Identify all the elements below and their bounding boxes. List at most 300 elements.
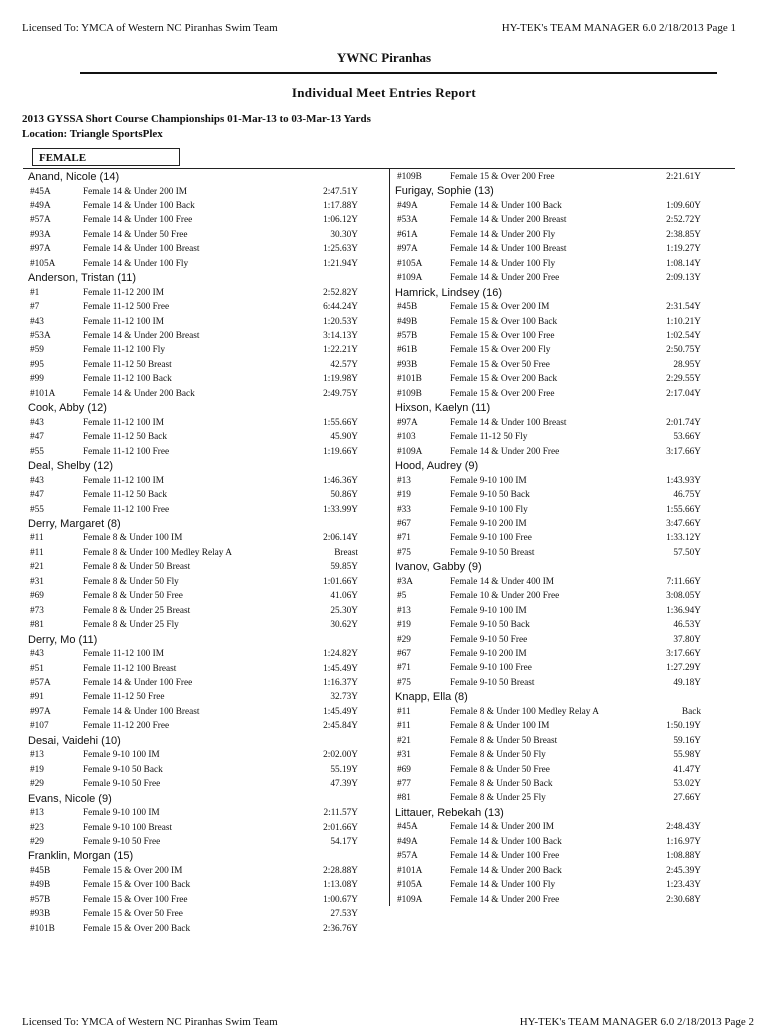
event-number: #33 [397, 504, 411, 515]
event-name: Female 11-12 100 Free [83, 504, 170, 515]
event-number: #109A [397, 273, 423, 284]
entry-row [395, 257, 733, 271]
event-number: #109A [397, 894, 423, 905]
event-number: #21 [30, 562, 44, 573]
entries-column-right [395, 170, 733, 907]
entry-row [395, 445, 733, 459]
footer-license: Licensed To: YMCA of Western NC Piranhas Swim Team [22, 1016, 278, 1028]
seed-time: 46.53Y [673, 620, 701, 631]
event-number: #105A [397, 258, 423, 269]
entry-row [395, 835, 733, 849]
entry-row [28, 662, 386, 676]
event-name: Female 15 & Over 200 IM [83, 865, 183, 876]
event-number: #71 [397, 663, 411, 674]
team-name: YWNC Piranhas [336, 50, 432, 65]
entry-row [395, 676, 733, 690]
swimmer-name: Knapp, Ella (8) [395, 691, 468, 704]
entry-row [395, 763, 733, 777]
event-name: Female 8 & Under 50 Free [450, 764, 550, 775]
event-name: Female 9-10 100 IM [450, 475, 527, 486]
event-number: #13 [397, 475, 411, 486]
event-name: Female 9-10 200 IM [450, 518, 527, 529]
event-number: #49A [397, 200, 418, 211]
event-name: Female 15 & Over 50 Free [83, 909, 183, 920]
seed-time: 28.95Y [673, 359, 701, 370]
event-number: #43 [30, 649, 44, 660]
entries-column-left [28, 170, 386, 936]
event-name: Female 9-10 100 Fly [450, 504, 528, 515]
seed-time: 2:38.85Y [666, 229, 701, 240]
seed-time: 47.39Y [330, 779, 358, 790]
event-name: Female 15 & Over 100 Back [450, 316, 558, 327]
entry-row [395, 893, 733, 907]
seed-time: 1:21.94Y [323, 258, 358, 269]
event-name: Female 14 & Under 200 Back [450, 865, 562, 876]
seed-time: 3:17.66Y [666, 446, 701, 457]
event-name: Female 8 & Under 50 Breast [450, 735, 558, 746]
seed-time: 1:13.08Y [323, 880, 358, 891]
event-number: #31 [397, 750, 411, 761]
entry-row [28, 878, 386, 892]
event-name: Female 9-10 50 Breast [450, 677, 535, 688]
event-number: #93B [30, 909, 51, 920]
event-name: Female 11-12 50 Breast [83, 359, 172, 370]
event-number: #109A [397, 446, 423, 457]
event-number: #109B [397, 172, 422, 182]
event-name: Female 9-10 200 IM [450, 648, 527, 659]
swimmer-name: Hixson, Kaelyn (11) [395, 402, 491, 415]
event-name: Female 15 & Over 200 Free [450, 388, 555, 399]
entry-row [28, 185, 386, 199]
seed-time: 1:45.49Y [323, 663, 358, 674]
event-number: #81 [397, 793, 411, 804]
entry-row [28, 416, 386, 430]
entry-row [395, 878, 733, 892]
seed-time: 2:01.74Y [666, 417, 701, 428]
seed-time: 1:55.66Y [323, 417, 358, 428]
seed-time: 1:50.19Y [666, 721, 701, 732]
section-rule-right [390, 168, 735, 169]
event-name: Female 8 & Under 100 IM [450, 721, 550, 732]
entry-row [28, 358, 386, 372]
event-name: Female 14 & Under 100 Breast [450, 417, 567, 428]
entry-row [28, 835, 386, 849]
seed-time: 3:47.66Y [666, 518, 701, 529]
event-number: #3A [397, 576, 414, 587]
event-name: Female 11-12 100 Fly [83, 345, 166, 356]
event-name: Female 8 & Under 50 Free [83, 591, 183, 602]
event-name: Female 9-10 50 Back [450, 620, 530, 631]
swimmer-name: Cook, Abby (12) [28, 402, 107, 415]
seed-time: 3:17.66Y [666, 648, 701, 659]
seed-time: 53.66Y [673, 432, 701, 443]
event-name: Female 8 & Under 50 Back [450, 779, 553, 790]
event-number: #53A [30, 331, 51, 342]
seed-time: 1:33.12Y [666, 533, 701, 544]
header-license: Licensed To: YMCA of Western NC Piranhas Swim Team [22, 22, 278, 34]
seed-time: 59.16Y [673, 735, 701, 746]
seed-time: 2:30.68Y [666, 894, 701, 905]
event-name: Female 14 & Under 200 Back [83, 388, 195, 399]
seed-time: 7:11.66Y [666, 576, 701, 587]
seed-time: 1:19.27Y [666, 244, 701, 255]
event-name: Female 9-10 50 Free [83, 837, 161, 847]
event-number: #19 [397, 620, 411, 631]
entry-row [28, 763, 386, 777]
seed-time: 42.57Y [330, 359, 358, 370]
seed-time: 27.53Y [330, 909, 358, 920]
event-name: Female 9-10 50 Back [450, 490, 530, 501]
seed-time: 1:01.66Y [323, 576, 358, 587]
event-name: Female 14 & Under 100 Breast [83, 244, 200, 255]
event-name: Female 15 & Over 100 Free [450, 331, 555, 342]
seed-time: 2:52.72Y [666, 215, 701, 226]
entry-row [395, 488, 733, 502]
entry-row [395, 315, 733, 329]
seed-time: 1:02.54Y [666, 331, 701, 342]
event-number: #101B [30, 923, 55, 934]
entry-row [28, 922, 386, 936]
event-number: #49B [397, 316, 418, 327]
event-number: #75 [397, 677, 411, 688]
seed-time: 1:25.63Y [323, 244, 358, 255]
entry-row [28, 343, 386, 357]
seed-time: 49.18Y [673, 677, 701, 688]
entry-row [395, 517, 733, 531]
seed-time: 1:16.37Y [323, 677, 358, 688]
seed-time: 1:10.21Y [666, 316, 701, 327]
event-name: Female 8 & Under 50 Breast [83, 562, 191, 573]
event-name: Female 14 & Under 100 Back [450, 836, 562, 847]
event-number: #57A [30, 215, 51, 226]
entry-row [28, 430, 386, 444]
event-number: #23 [30, 822, 44, 833]
event-number: #77 [397, 779, 411, 790]
entry-row [28, 893, 386, 907]
entry-row [395, 777, 733, 791]
event-name: Female 9-10 50 Free [83, 779, 161, 790]
entry-row [395, 387, 733, 401]
entry-row [395, 647, 733, 661]
event-name: Female 11-12 50 Back [83, 490, 168, 501]
swimmer-name: Ivanov, Gabby (9) [395, 561, 482, 574]
seed-time: 1:36.94Y [666, 605, 701, 616]
event-name: Female 11-12 200 IM [83, 287, 164, 298]
event-number: #51 [30, 663, 44, 674]
event-number: #93A [30, 229, 51, 240]
event-name: Female 15 & Over 200 Back [450, 374, 558, 385]
swimmer-name: Desai, Vaidehi (10) [28, 734, 121, 747]
seed-time: 1:46.36Y [323, 475, 358, 486]
entry-row [395, 300, 733, 314]
entry-row [28, 387, 386, 401]
entry-row [28, 647, 386, 661]
seed-time: 2:36.76Y [323, 923, 358, 934]
seed-time: 1:20.53Y [323, 316, 358, 327]
event-name: Female 15 & Over 100 Free [83, 894, 188, 905]
event-name: Female 11-12 50 Fly [450, 432, 528, 443]
seed-time: 54.17Y [330, 837, 358, 847]
event-number: #57A [397, 851, 418, 862]
seed-time: 2:02.00Y [323, 750, 358, 761]
event-number: #21 [397, 735, 411, 746]
seed-time: 41.06Y [330, 591, 358, 602]
entry-row [395, 531, 733, 545]
event-number: #43 [30, 316, 44, 327]
seed-time: 2:45.84Y [323, 721, 358, 732]
entry-row [395, 546, 733, 560]
seed-time: 1:00.67Y [323, 894, 358, 905]
entry-row [28, 589, 386, 603]
event-number: #95 [30, 359, 44, 370]
event-number: #47 [30, 490, 44, 501]
event-number: #11 [30, 533, 44, 544]
event-number: #11 [397, 706, 411, 717]
event-name: Female 9-10 100 Free [450, 533, 532, 544]
seed-time: 2:09.13Y [666, 273, 701, 284]
event-name: Female 8 & Under 100 Medley Relay A [450, 706, 599, 717]
event-number: #19 [30, 764, 44, 775]
entry-row [28, 488, 386, 502]
entry-row [28, 503, 386, 517]
swimmer-name: Furigay, Sophie (13) [395, 185, 494, 198]
entry-row [395, 618, 733, 632]
event-number: #11 [397, 721, 411, 732]
entry-row [28, 907, 386, 921]
event-number: #81 [30, 620, 44, 631]
event-number: #13 [30, 750, 44, 761]
entry-row [395, 503, 733, 517]
event-number: #55 [30, 446, 44, 457]
seed-time: 1:19.66Y [323, 446, 358, 457]
swimmer-name: Derry, Margaret (8) [28, 517, 121, 530]
seed-time: 3:14.13Y [323, 331, 358, 342]
seed-time: 1:09.60Y [666, 200, 701, 211]
event-name: Female 9-10 50 Back [83, 764, 163, 775]
event-number: #49A [397, 836, 418, 847]
entry-row [395, 849, 733, 863]
header-software: HY-TEK's TEAM MANAGER 6.0 2/18/2013 Page 1 [501, 22, 736, 34]
event-name: Female 8 & Under 100 IM [83, 533, 183, 544]
event-name: Female 8 & Under 50 Fly [450, 750, 546, 761]
event-name: Female 14 & Under 200 Fly [450, 229, 556, 240]
entry-row [28, 199, 386, 213]
event-name: Female 9-10 100 IM [450, 605, 527, 616]
event-number: #67 [397, 648, 411, 659]
seed-time: 50.86Y [330, 490, 358, 501]
seed-time: 1:27.29Y [666, 663, 701, 674]
event-number: #107 [30, 721, 49, 732]
event-number: #97A [30, 706, 51, 717]
entry-row [395, 474, 733, 488]
seed-time: 2:47.51Y [323, 186, 358, 197]
event-name: Female 11-12 50 Free [83, 692, 165, 703]
entry-row [28, 531, 386, 545]
seed-time: Breast [334, 547, 358, 558]
seed-time: 53.02Y [673, 779, 701, 790]
entry-row [28, 560, 386, 574]
event-number: #45A [397, 822, 418, 833]
seed-time: 2:06.14Y [323, 533, 358, 544]
event-name: Female 14 & Under 100 Free [83, 215, 193, 226]
event-number: #57B [30, 894, 51, 905]
seed-time: 27.66Y [673, 793, 701, 804]
event-name: Female 8 & Under 25 Fly [83, 620, 179, 631]
event-name: Female 11-12 50 Back [83, 432, 168, 443]
event-number: #71 [397, 533, 411, 544]
event-number: #19 [397, 490, 411, 501]
event-name: Female 11-12 100 IM [83, 649, 164, 660]
seed-time: 6:44.24Y [323, 302, 358, 313]
swimmer-name: Derry, Mo (11) [28, 633, 98, 646]
event-number: #73 [30, 605, 44, 616]
seed-time: 1:19.98Y [323, 374, 358, 385]
seed-time: 45.90Y [330, 432, 358, 443]
seed-time: 2:01.66Y [323, 822, 358, 833]
entry-row [28, 705, 386, 719]
event-name: Female 8 & Under 100 Medley Relay A [83, 547, 232, 558]
event-number: #57A [30, 677, 51, 688]
entry-row [395, 633, 733, 647]
event-name: Female 11-12 100 IM [83, 316, 164, 327]
event-name: Female 14 & Under 200 Free [450, 894, 560, 905]
seed-time: 3:08.05Y [666, 591, 701, 602]
seed-time: 1:22.21Y [323, 345, 358, 356]
event-number: #53A [397, 215, 418, 226]
meet-line: 2013 GYSSA Short Course Championships 01-Mar-13 to 03-Mar-13 Yards [22, 113, 371, 125]
event-name: Female 15 & Over 200 IM [450, 302, 550, 313]
event-name: Female 14 & Under 100 Back [450, 200, 562, 211]
event-number: #101A [30, 388, 56, 399]
event-name: Female 14 & Under 100 Fly [83, 258, 189, 269]
entry-row [28, 213, 386, 227]
event-number: #1 [30, 287, 40, 298]
seed-time: 32.73Y [330, 692, 358, 703]
seed-time: 2:52.82Y [323, 287, 358, 298]
entry-row [395, 372, 733, 386]
event-name: Female 14 & Under 200 Breast [450, 215, 567, 226]
event-number: #97A [397, 417, 418, 428]
swimmer-name: Deal, Shelby (12) [28, 460, 113, 473]
swimmer-name: Anderson, Tristan (11) [28, 272, 137, 285]
entry-row [28, 864, 386, 878]
event-number: #7 [30, 302, 40, 313]
seed-time: 2:45.39Y [666, 865, 701, 876]
event-number: #29 [30, 837, 44, 847]
seed-time: 2:28.88Y [323, 865, 358, 876]
event-name: Female 14 & Under 200 IM [83, 186, 188, 197]
entry-row [28, 445, 386, 459]
event-number: #45A [30, 186, 51, 197]
event-number: #13 [30, 808, 44, 819]
entry-row [395, 604, 733, 618]
event-name: Female 15 & Over 100 Back [83, 880, 191, 891]
event-number: #109B [397, 388, 422, 399]
entry-row [395, 170, 733, 184]
event-name: Female 8 & Under 50 Fly [83, 576, 179, 587]
event-number: #45B [30, 865, 51, 876]
event-name: Female 14 & Under 100 Fly [450, 258, 556, 269]
seed-time: 30.30Y [330, 229, 358, 240]
event-number: #31 [30, 576, 44, 587]
column-divider [389, 168, 390, 906]
seed-time: 57.50Y [673, 547, 701, 558]
entry-row [28, 806, 386, 820]
seed-time: 2:21.61Y [666, 172, 701, 182]
event-number: #67 [397, 518, 411, 529]
event-name: Female 14 & Under 400 IM [450, 576, 555, 587]
event-name: Female 9-10 100 IM [83, 750, 160, 761]
seed-time: 1:06.12Y [323, 215, 358, 226]
entry-row [28, 546, 386, 560]
event-number: #49B [30, 880, 51, 891]
entry-row [28, 821, 386, 835]
entry-row [28, 228, 386, 242]
seed-time: 1:17.88Y [323, 200, 358, 211]
location-line: Location: Triangle SportsPlex [22, 128, 163, 140]
entry-row [28, 257, 386, 271]
seed-time: 1:55.66Y [666, 504, 701, 515]
event-number: #57B [397, 331, 418, 342]
event-number: #43 [30, 475, 44, 486]
event-name: Female 14 & Under 100 Back [83, 200, 195, 211]
event-number: #69 [397, 764, 411, 775]
seed-time: 1:08.14Y [666, 258, 701, 269]
title-rule [80, 72, 717, 74]
entry-row [28, 575, 386, 589]
seed-time: 2:11.57Y [323, 808, 358, 819]
event-name: Female 14 & Under 100 Breast [83, 706, 200, 717]
footer-software: HY-TEK's TEAM MANAGER 6.0 2/18/2013 Page 2 [519, 1016, 754, 1028]
seed-time: 2:48.43Y [666, 822, 701, 833]
section-rule-left [23, 168, 390, 169]
entry-row [395, 864, 733, 878]
event-name: Female 14 & Under 200 Free [450, 446, 560, 457]
event-number: #97A [397, 244, 418, 255]
event-name: Female 14 & Under 200 Breast [83, 331, 200, 342]
event-number: #105A [397, 880, 423, 891]
seed-time: 55.98Y [673, 750, 701, 761]
entry-row [28, 329, 386, 343]
entry-row [395, 416, 733, 430]
seed-time: 1:33.99Y [323, 504, 358, 515]
event-number: #99 [30, 374, 44, 385]
swimmer-name: Hamrick, Lindsey (16) [395, 286, 502, 299]
entry-row [395, 734, 733, 748]
entry-row [28, 286, 386, 300]
event-number: #43 [30, 417, 44, 428]
entry-row [395, 575, 733, 589]
event-name: Female 8 & Under 25 Breast [83, 605, 191, 616]
event-number: #61A [397, 229, 418, 240]
event-name: Female 14 & Under 100 Fly [450, 880, 556, 891]
event-number: #61B [397, 345, 418, 356]
entry-row [28, 690, 386, 704]
entry-row [395, 199, 733, 213]
entry-row [395, 358, 733, 372]
entry-row [395, 748, 733, 762]
event-name: Female 8 & Under 25 Fly [450, 793, 546, 804]
entry-row [395, 430, 733, 444]
seed-time: 1:24.82Y [323, 649, 358, 660]
event-name: Female 15 & Over 200 Free [450, 172, 555, 182]
entry-row [395, 791, 733, 805]
seed-time: 2:17.04Y [666, 388, 701, 399]
event-name: Female 11-12 100 Back [83, 374, 172, 385]
seed-time: 2:50.75Y [666, 345, 701, 356]
event-name: Female 11-12 100 IM [83, 475, 164, 486]
gender-section-label: FEMALE [32, 148, 180, 166]
